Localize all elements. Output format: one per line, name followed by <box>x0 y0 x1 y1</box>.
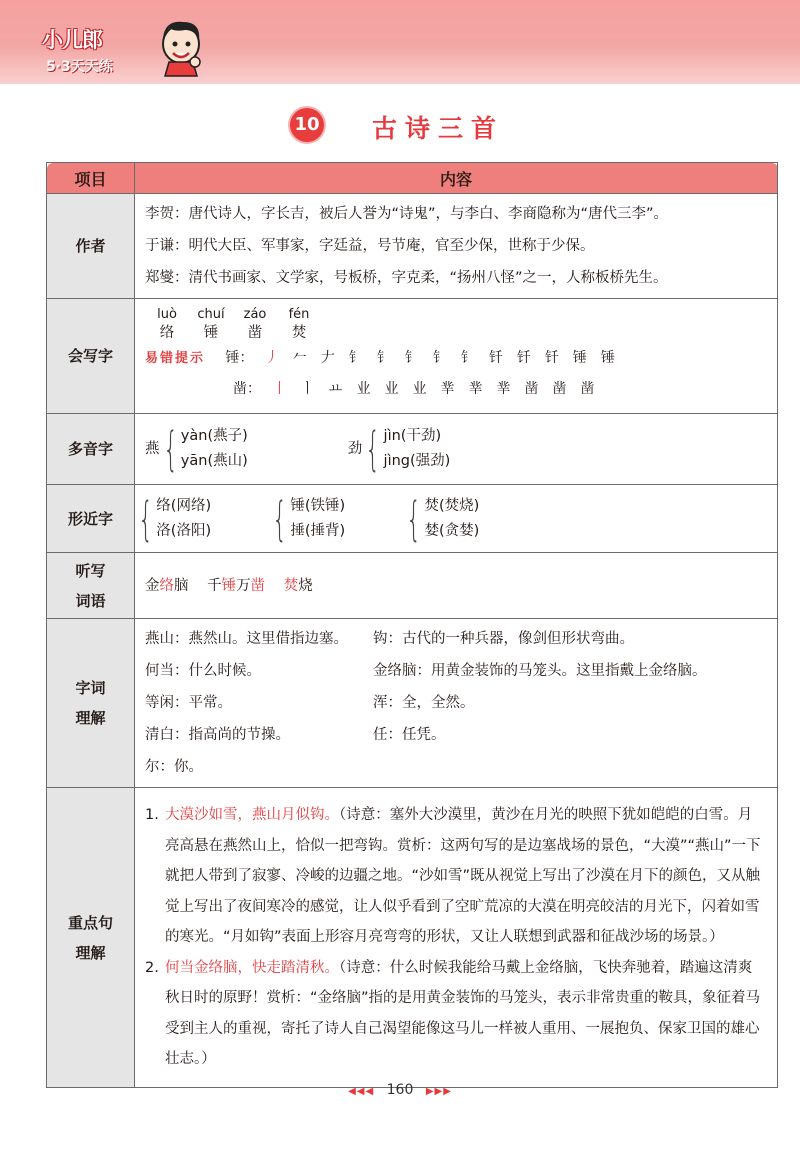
row-writing <box>47 299 778 414</box>
label-author: 作者 <box>47 194 135 299</box>
word-def: 浑：全，全然。 <box>373 695 475 711</box>
polyphone-group: 劲 { jìn(干劲) jìng(强劲) <box>347 422 451 476</box>
word-def: 何当：什么时候。 <box>145 663 261 679</box>
label-writing: 会写字 <box>47 299 135 414</box>
stroke-sequence <box>258 350 622 366</box>
stroke-char: 凿： <box>233 380 261 397</box>
stroke-step: 钎 <box>516 349 531 366</box>
char: 凿 <box>247 324 263 341</box>
stroke-step: 钎 <box>544 349 559 366</box>
similar-group: { 络(网络) 洛(洛阳) <box>138 491 212 546</box>
label-words: 字词 理解 <box>47 619 135 788</box>
lesson-heading <box>0 105 800 145</box>
sentence-analysis: （诗意：什么时候我能给马戴上金络脑，飞快奔驰着，踏遍这清爽秋日时的原野！赏析：“金络脑”指的是用黄金装饰的马笼头，表示非常贵重的鞍具，象征着马受到主人的重视，寄托了诗人自己渴望能像这马儿一样被人重用、一展抱负、保家卫国的雄心壮志。） <box>165 959 761 1068</box>
pinyin: fén <box>288 306 310 322</box>
content-words <box>135 619 778 788</box>
content-author <box>135 194 778 299</box>
label-similar: 形近字 <box>47 485 135 553</box>
author-line: 李贺：唐代诗人，字长吉，被后人誉为“诗鬼”，与李白、李商隐称为“唐代三李”。 <box>145 206 669 222</box>
dictation-word: 金络脑 <box>145 577 189 594</box>
study-table <box>46 162 778 1088</box>
lesson-number-badge: 10 <box>290 108 324 142</box>
word-def: 钩：古代的一种兵器，像剑但形状弯曲。 <box>373 631 634 647</box>
label-dictation: 听写 词语 <box>47 553 135 619</box>
page-number: 160 <box>386 1082 414 1098</box>
stroke-step: 业 <box>384 380 399 397</box>
lesson-title: 古诗三首 <box>372 114 505 143</box>
similar-group: { 焚(焚烧) 婪(贪婪) <box>406 491 480 546</box>
stroke-step: 丿 <box>264 349 279 366</box>
stroke-step: 钅 <box>376 349 391 366</box>
word-def: 清白：指高尚的节操。 <box>145 727 290 743</box>
mascot-icon <box>155 16 207 78</box>
row-author <box>47 194 778 299</box>
stroke-step: 钎 <box>488 349 503 366</box>
header-band <box>0 0 800 84</box>
content-writing <box>135 299 778 414</box>
stroke-step: 凿 <box>552 380 567 397</box>
stroke-order-row <box>145 374 767 404</box>
stroke-step: 锤 <box>572 349 587 366</box>
similar-group: { 锤(铁锤) 捶(捶背) <box>272 491 346 546</box>
word-def: 尔：你。 <box>145 759 203 775</box>
content-dictation <box>135 553 778 619</box>
dictation-word: 焚烧 <box>283 577 313 594</box>
sentence-item: 1. 大漠沙如雪，燕山月似钩。（诗意：塞外大沙漠里，黄沙在月光的映照下犹如皑皑的白雪。月亮高悬在燕然山上，恰似一把弯钩。赏析：这两句写的是边塞战场的景色，“大漠”“燕山”一下就把人带到了寂寥、冷峻的边疆之地。“沙如雪”既从视觉上写出了沙漠在月下的颜色，又从触觉上写出了夜间寒冷的感觉，让人似乎看到了空旷荒凉的大漠在明亮皎洁的月光下，闪着如雪的寒光。“月如钩”表面上形容月亮弯弯的形状，又让人联想到武器和征战沙场的场景。） <box>145 807 761 946</box>
pinyin: záo <box>243 306 267 322</box>
sentence-analysis: （诗意：塞外大沙漠里，黄沙在月光的映照下犹如皑皑的白雪。月亮高悬在燕然山上，恰似一把弯钩。赏析：这两句写的是边塞战场的景色，“大漠”“燕山”一下就把人带到了寂寥、冷峻的边疆之地。“沙如雪”既从视觉上写出了沙漠在月下的颜色，又从触觉上写出了夜间寒冷的感觉，让人似乎看到了空旷荒凉的大漠在明亮皎洁的月光下，闪着如雪的寒光。“月如钩”表面上形容月亮弯弯的形状，又让人联想到武器和征战沙场的场景。） <box>165 807 761 946</box>
row-polyphone <box>47 414 778 485</box>
content-sentences <box>135 788 778 1088</box>
stroke-step: 钅 <box>404 349 419 366</box>
row-words <box>47 619 778 788</box>
label-sentences: 重点句 理解 <box>47 788 135 1088</box>
row-sentences <box>47 788 778 1088</box>
word-def: 等闲：平常。 <box>145 695 232 711</box>
author-line: 郑燮：清代书画家、文学家，号板桥，字克柔，“扬州八怪”之一，人称板桥先生。 <box>145 270 668 286</box>
stroke-step: 凿 <box>524 380 539 397</box>
stroke-step: 业 <box>356 380 371 397</box>
word-def: 金络脑：用黄金装饰的马笼头。这里指戴上金络脑。 <box>373 663 707 679</box>
sentence-quote: 何当金络脑，快走踏清秋。 <box>165 959 339 976</box>
label-polyphone: 多音字 <box>47 414 135 485</box>
dictation-word: 千锤万凿 <box>207 577 266 594</box>
stroke-step: 凿 <box>580 380 595 397</box>
content-similar <box>135 485 778 553</box>
stroke-step: 𠂇 <box>320 349 335 366</box>
row-dictation <box>47 553 778 619</box>
char: 络 <box>159 324 175 341</box>
stroke-sequence <box>265 381 601 397</box>
word-def: 任：任凭。 <box>373 727 446 743</box>
char: 锤 <box>203 324 219 341</box>
stroke-step: 丵 <box>440 380 455 397</box>
pinyin: chuí <box>197 306 225 322</box>
stroke-order-row <box>145 343 767 374</box>
column-header-content: 内容 <box>135 163 778 194</box>
stroke-step: 钅 <box>460 349 475 366</box>
word-def: 燕山：燕然山。这里借指边塞。 <box>145 631 348 647</box>
stroke-step: 丵 <box>468 380 483 397</box>
brand-subtitle: 5·3天天练 <box>46 59 113 75</box>
stroke-step: 钅 <box>348 349 363 366</box>
stroke-step: 锤 <box>600 349 615 366</box>
page-footer <box>0 1082 800 1098</box>
brand-logo <box>42 24 202 84</box>
pinyin: luò <box>157 306 177 322</box>
author-line: 于谦：明代大臣、军事家，字廷益，号节庵，官至少保，世称于少保。 <box>145 238 595 254</box>
stroke-step: 丨 <box>272 380 287 397</box>
stroke-step: 丵 <box>496 380 511 397</box>
brand-name: 小儿郎 <box>42 28 102 52</box>
char: 焚 <box>291 324 307 341</box>
tip-label: 易错提示 <box>145 350 206 366</box>
row-similar <box>47 485 778 553</box>
sentence-quote: 大漠沙如雪，燕山月似钩。 <box>165 807 339 824</box>
stroke-step: ㅣ <box>300 380 315 397</box>
content-polyphone <box>135 414 778 485</box>
stroke-step: 钅 <box>432 349 447 366</box>
prev-arrows-icon: ◀◀◀ <box>348 1086 375 1097</box>
next-arrows-icon: ▶▶▶ <box>425 1086 452 1097</box>
writing-chars <box>145 307 767 343</box>
column-header-item: 项目 <box>47 163 135 194</box>
stroke-char: 锤： <box>225 349 254 366</box>
stroke-step: 业 <box>412 380 427 397</box>
stroke-step: 𠂉 <box>292 349 307 366</box>
stroke-step: ㅛ <box>328 380 343 397</box>
sentence-item: 2. 何当金络脑，快走踏清秋。（诗意：什么时候我能给马戴上金络脑，飞快奔驰着，踏遍这清爽秋日时的原野！赏析：“金络脑”指的是用黄金装饰的马笼头，表示非常贵重的鞍具，象征着马受到主人的重视，寄托了诗人自己渴望能像这马儿一样被人重用、一展抱负、保家卫国的雄心壮志。） <box>145 959 761 1068</box>
polyphone-group: 燕 { yàn(燕子) yān(燕山) <box>145 422 248 476</box>
